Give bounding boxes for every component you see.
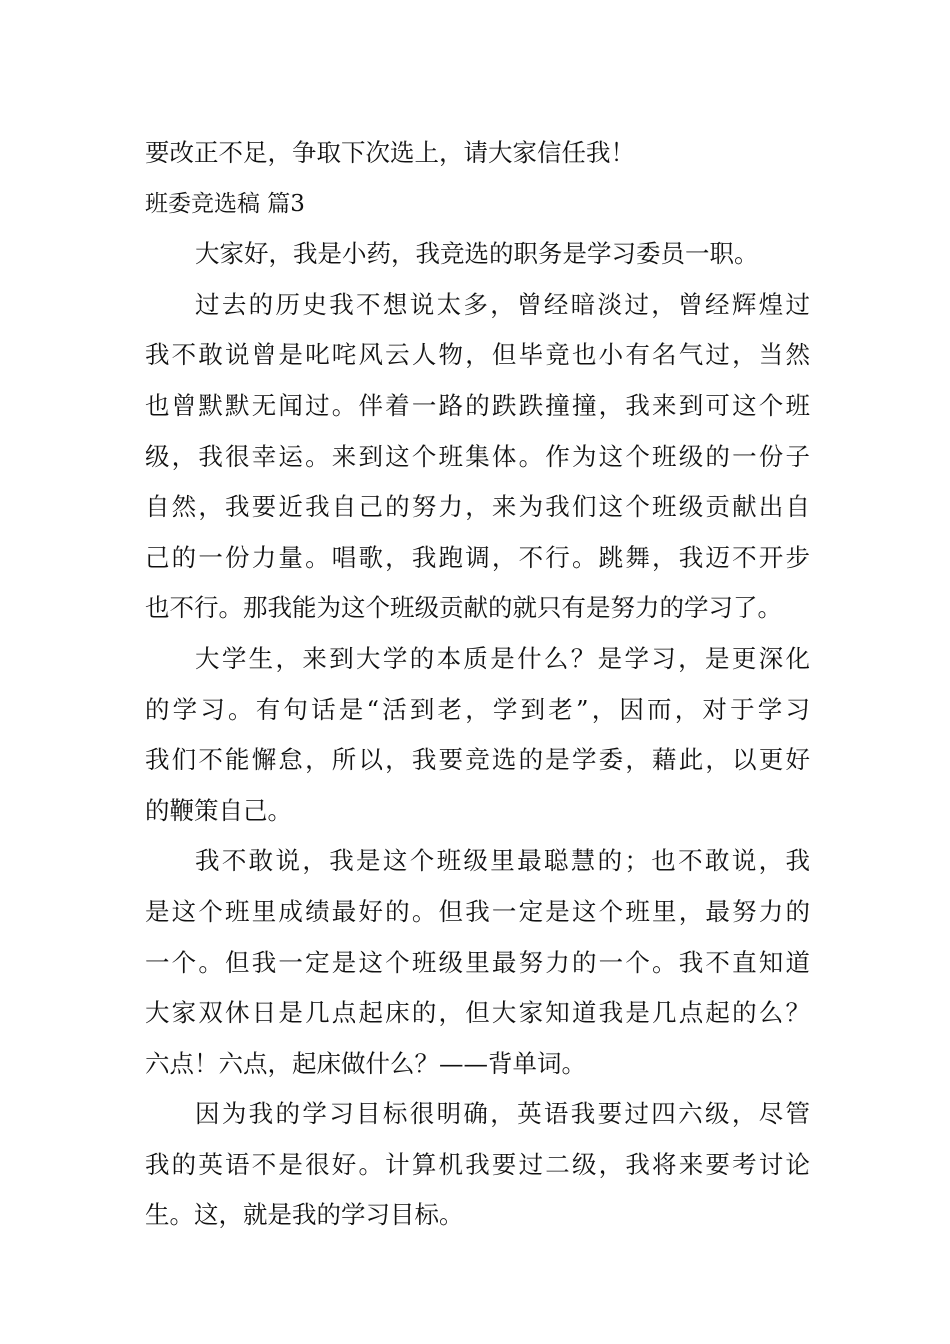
text-line: 大家双休日是几点起床的，但大家知道我是几点起的么？: [145, 998, 810, 1028]
text-line: 一个。但我一定是这个班级里最努力的一个。我不直知道: [145, 947, 810, 977]
text-line: 的鞭策自己。: [145, 795, 292, 825]
text-line: 的学习。有句话是“活到老，学到老”，因而，对于学习: [145, 694, 810, 724]
text-line: 我的英语不是很好。计算机我要过二级，我将来要考讨论: [145, 1149, 810, 1179]
text-line: 己的一份力量。唱歌，我跑调，不行。跳舞，我迈不开步: [145, 542, 810, 572]
text-line: 自然，我要近我自己的努力，来为我们这个班级贡献出自: [145, 492, 810, 522]
text-line: 大学生，来到大学的本质是什么？是学习，是更深化: [195, 643, 810, 673]
section-heading: 班委竞选稿 篇3: [145, 190, 305, 217]
text-line: 要改正不足，争取下次选上，请大家信任我！: [145, 138, 635, 167]
text-line: 因为我的学习目标很明确，英语我要过四六级，尽管: [195, 1099, 810, 1129]
text-line: 也不行。那我能为这个班级贡献的就只有是努力的学习了。: [145, 593, 782, 623]
text-line: 大家好，我是小药，我竞选的职务是学习委员一职。: [195, 239, 759, 269]
text-line: 也曾默默无闻过。伴着一路的跌跌撞撞，我来到可这个班: [145, 390, 810, 420]
text-line: 过去的历史我不想说太多，曾经暗淡过，曾经辉煌过: [195, 289, 810, 319]
text-line: 是这个班里成绩最好的。但我一定是这个班里，最努力的: [145, 896, 810, 926]
text-line: 我不敢说，我是这个班级里最聪慧的；也不敢说，我: [195, 846, 810, 876]
text-line: 生。这，就是我的学习目标。: [145, 1200, 464, 1230]
text-line: 六点！六点，起床做什么？——背单词。: [145, 1048, 586, 1078]
text-line: 级，我很幸运。来到这个班集体。作为这个班级的一份子: [145, 441, 810, 471]
document-body: [145, 128, 810, 1241]
text-line: 我不敢说曾是叱咤风云人物，但毕竟也小有名气过，当然: [145, 340, 810, 370]
text-line: 我们不能懈怠，所以，我要竞选的是学委，藉此，以更好: [145, 745, 810, 775]
